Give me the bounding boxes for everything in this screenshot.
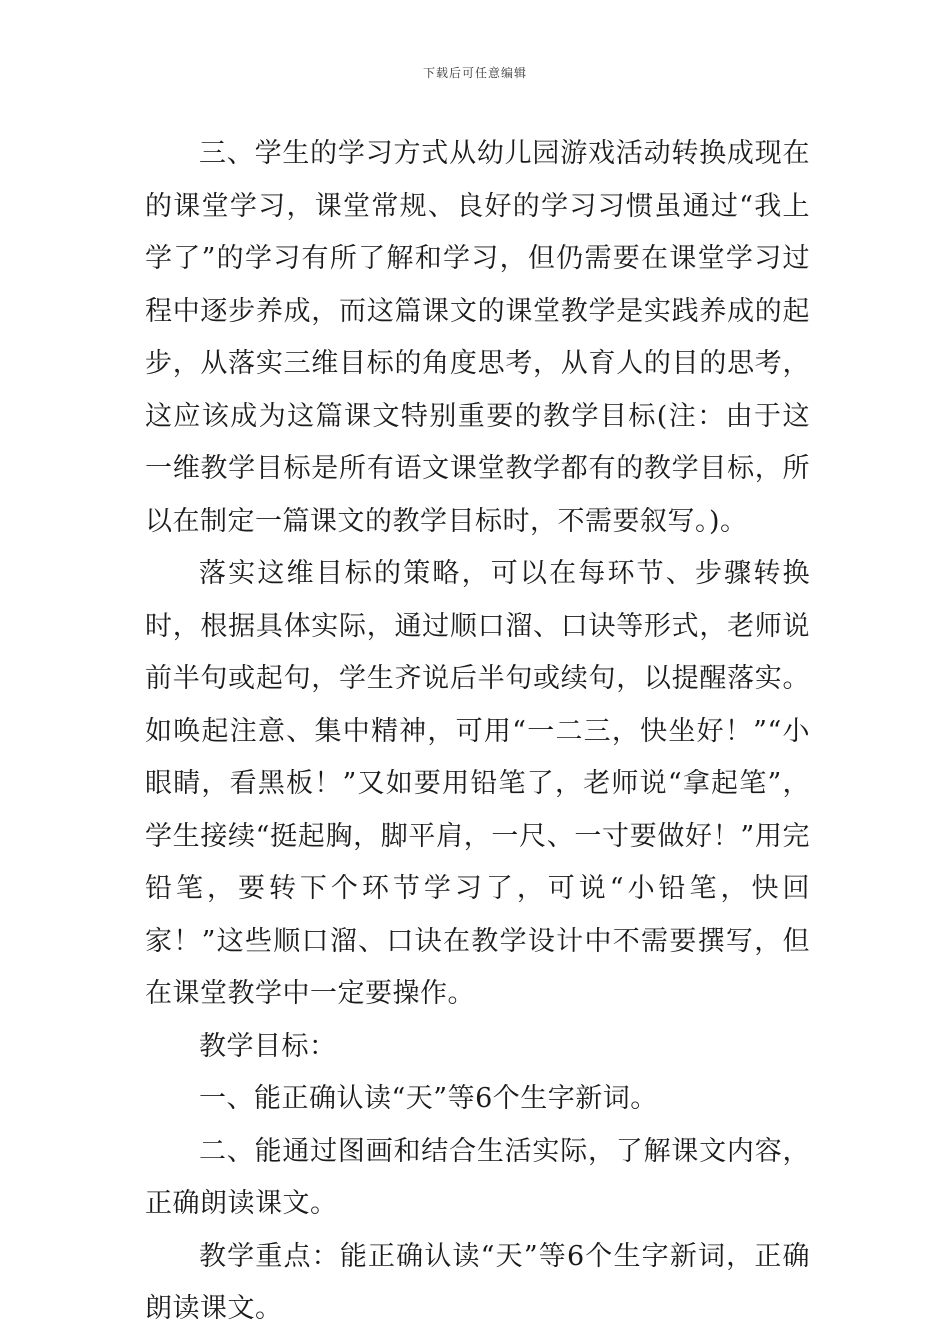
- paragraph-strategy: 落实这维目标的策略，可以在每环节、步骤转换时，根据具体实际，通过顺口溜、口诀等形式，老师说前半句或起句，学生齐说后半句或续句，以提醒落实。如唤起注意、集中精神，可用“一二三，快坐好！”“小眼睛，看黑板！”又如要用铅笔了，老师说“拿起笔”，学生接续“挺起胸，脚平肩，一尺、一寸要做好！”用完铅笔，要转下个环节学习了，可说“小铅笔，快回家！”这些顺口溜、口诀在教学设计中不需要撰写，但在课堂教学中一定要操作。: [145, 558, 810, 1009]
- document-body: [145, 128, 810, 1336]
- paragraph-learning-habits: 三、学生的学习方式从幼儿园游戏活动转换成现在的课堂学习，课堂常规、良好的学习习惯虽通过“我上学了”的学习有所了解和学习，但仍需要在课堂学习过程中逐步养成，而这篇课文的课堂教学是实践养成的起步，从落实三维目标的角度思考，从育人的目的思考，这应该成为这篇课文特别重要的教学目标(注：由于这一维教学目标是所有语文课堂教学都有的教学目标，所以在制定一篇课文的教学目标时，不需要叙写。)。: [145, 138, 810, 537]
- goal-item-2: 二、能通过图画和结合生活实际，了解课文内容，正确朗读课文。: [145, 1135, 810, 1219]
- goal-item-1: 一、能正确认读“天”等6个生字新词。: [199, 1083, 658, 1114]
- teaching-goals-heading: 教学目标：: [199, 1030, 337, 1062]
- teaching-key-points: 教学重点：能正确认读“天”等6个生字新词，正确朗读课文。: [145, 1240, 810, 1324]
- page-header: 下载后可任意编辑: [422, 66, 527, 80]
